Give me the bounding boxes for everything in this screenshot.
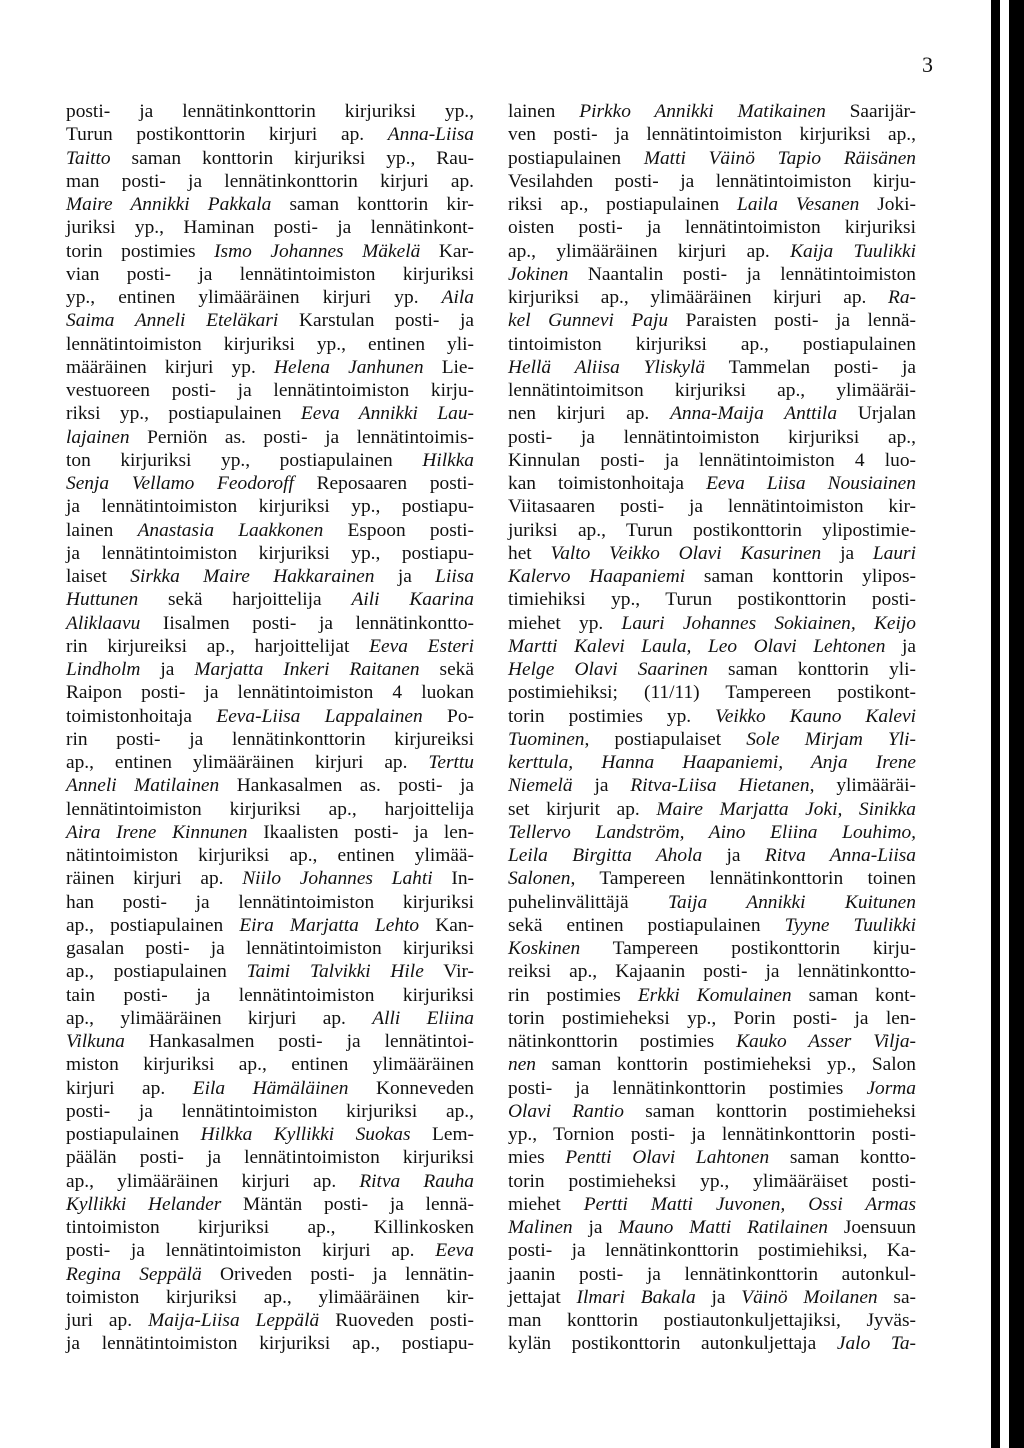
text-line: postimiehiksi; (11/11) Tampereen postikont- — [508, 682, 916, 704]
text-line: ap., ylimääräinen kirjuri ap. Alli Eliina — [66, 1007, 474, 1029]
text-line: Anneli Matilainen Hankasalmen as. posti- ja — [66, 775, 474, 797]
text-line: set kirjurit ap. Maire Marjatta Joki, Sinikka — [508, 798, 916, 820]
text-line: lennätintoimiston kirjuriksi yp., entinen yli- — [66, 333, 474, 355]
text-line: gasalan posti- ja lennätintoimiston kirjuriksi — [66, 938, 474, 959]
text-line: vestuoreen posti- ja lennätintoimiston kirju- — [66, 380, 474, 401]
text-line: juriksi ap., Turun postikonttorin ylipostimie- — [508, 519, 916, 541]
text-line: juriksi yp., Haminan posti- ja lennätinkont- — [66, 217, 474, 239]
text-line: Turun postikonttorin kirjuri ap. Anna-Liisa — [66, 124, 474, 146]
text-line: miehet Pertti Matti Juvonen, Ossi Armas — [508, 1193, 916, 1215]
text-line: Hellä Aliisa Yliskylä Tammelan posti- ja — [508, 356, 916, 378]
text-line: man posti- ja lennätinkonttorin kirjuri ap. — [66, 170, 474, 192]
text-line: kel Gunnevi Paju Paraisten posti- ja lennä- — [508, 310, 916, 332]
text-line: torin postimies yp. Veikko Kauno Kalevi — [508, 705, 916, 727]
text-line: nen kirjuri ap. Anna-Maija Anttila Urjalan — [508, 403, 916, 425]
left-column — [66, 100, 474, 1356]
text-line: kan toimistonhoitaja Eeva Liisa Nousiainen — [508, 473, 916, 494]
text-line: ap., ylimääräinen kirjuri ap. Ritva Rauha — [66, 1170, 474, 1192]
text-line: lennätintoimiston kirjuriksi ap., harjoittelija — [66, 798, 474, 820]
text-line: ap., postiapulainen Eira Marjatta Lehto Kan- — [66, 914, 474, 936]
text-line: rin kirjureiksi ap., harjoittelijat Eeva Esteri — [66, 635, 474, 657]
text-line: Tellervo Landström, Aino Eliina Louhimo, — [508, 821, 916, 843]
text-line: miston kirjuriksi ap., entinen ylimääräinen — [66, 1054, 474, 1076]
text-line: sekä entinen postiapulainen Tyyne Tuulikki — [508, 914, 916, 936]
text-line: kirjuriksi ap., ylimääräinen kirjuri ap. Ra- — [508, 287, 916, 308]
text-line: jaanin posti- ja lennätinkonttorin autonkul- — [508, 1263, 916, 1285]
text-line: Vesilahden posti- ja lennätintoimiston kirju- — [508, 170, 916, 192]
text-line: Taitto saman konttorin kirjuriksi yp., Rau- — [66, 147, 474, 169]
text-line: torin postimieheksi yp., Porin posti- ja len- — [508, 1007, 916, 1029]
text-line: kerttula, Hanna Haapaniemi, Anja Irene — [508, 752, 916, 773]
text-line: posti- ja lennätinkonttorin kirjuriksi yp., — [66, 101, 474, 122]
text-line: Lindholm ja Marjatta Inkeri Raitanen sekä — [66, 659, 474, 680]
text-line: rin posti- ja lennätinkonttorin kirjureiksi — [66, 728, 474, 750]
text-line: Maire Annikki Pakkala saman konttorin kir- — [66, 194, 474, 215]
text-line: kirjuri ap. Eila Hämäläinen Konneveden — [66, 1077, 474, 1099]
text-line: päälän posti- ja lennätintoimiston kirjuriksi — [66, 1147, 474, 1169]
text-line: yp., Tornion posti- ja lennätinkonttorin posti- — [508, 1124, 916, 1145]
text-line: Koskinen Tampereen postikonttorin kirju- — [508, 938, 916, 959]
text-line: posti- ja lennätintoimiston kirjuriksi ap., — [66, 1100, 474, 1122]
scan-border — [1009, 0, 1024, 1448]
text-line: Aira Irene Kinnunen Ikaalisten posti- ja len- — [66, 821, 474, 843]
text-line: ap., entinen ylimääräinen kirjuri ap. Terttu — [66, 752, 474, 773]
text-line: Jokinen Naantalin posti- ja lennätintoimiston — [508, 263, 916, 285]
text-line: Huttunen sekä harjoittelija Aili Kaarina — [66, 589, 474, 611]
text-line: määräinen kirjuri yp. Helena Janhunen Lie- — [66, 356, 474, 378]
text-line: Saima Anneli Eteläkari Karstulan posti- ja — [66, 310, 474, 332]
text-line: torin postimies Ismo Johannes Mäkelä Kar- — [66, 240, 475, 262]
page-number: 3 — [922, 52, 933, 77]
text-line: lainen Anastasia Laakkonen Espoon posti- — [66, 519, 474, 541]
text-line: yp., entinen ylimääräinen kirjuri yp. Aila — [66, 287, 474, 308]
text-line: juri ap. Maija-Liisa Leppälä Ruoveden posti- — [66, 1310, 474, 1331]
text-line: nätintoimiston kirjuriksi ap., entinen ylimää- — [66, 845, 474, 866]
text-line: Raipon posti- ja lennätintoimiston 4 luokan — [66, 682, 474, 704]
text-line: man konttorin postiautonkuljettajiksi, Jyväs- — [508, 1310, 916, 1331]
text-line: posti- ja lennätintoimiston kirjuriksi ap., — [508, 426, 916, 448]
text-line: timiehiksi yp., Turun postikonttorin posti- — [508, 589, 916, 611]
text-line: postiapulainen Hilkka Kyllikki Suokas Lem- — [66, 1124, 475, 1145]
text-line: het Valto Veikko Olavi Kasurinen ja Lauri — [508, 542, 916, 564]
text-line: Vilkuna Hankasalmen posti- ja lennätintoi- — [66, 1031, 474, 1052]
text-line: Martti Kalevi Laula, Leo Olavi Lehtonen ja — [508, 635, 916, 657]
text-line: ja lennätintoimiston kirjuriksi ap., postiapu- — [66, 1333, 474, 1355]
text-line: Kinnulan posti- ja lennätintoimiston 4 luo- — [508, 449, 916, 471]
text-line: kylän postikonttorin autonkuljettaja Jalo Ta- — [508, 1333, 916, 1355]
text-line: oisten posti- ja lennätintoimiston kirjuriksi — [508, 217, 916, 239]
text-line: toimistonhoitaja Eeva-Liisa Lappalainen Po- — [66, 705, 474, 727]
text-line: riksi yp., postiapulainen Eeva Annikki Lau- — [66, 403, 474, 425]
text-line: vian posti- ja lennätintoimiston kirjuriksi — [66, 263, 474, 285]
text-line: ven posti- ja lennätintoimiston kirjuriksi ap., — [508, 124, 916, 146]
text-line: Malinen ja Mauno Matti Ratilainen Joensuun — [508, 1217, 916, 1238]
text-line: Niemelä ja Ritva-Liisa Hietanen, ylimääräi- — [508, 775, 916, 797]
text-line: nätinkonttorin postimies Kauko Asser Vilja- — [508, 1031, 916, 1052]
text-line: miehet yp. Lauri Johannes Sokiainen, Keijo — [508, 612, 916, 634]
text-line: laiset Sirkka Maire Hakkarainen ja Liisa — [66, 566, 474, 587]
text-line: ja lennätintoimiston kirjuriksi yp., postiapu- — [66, 496, 474, 518]
text-line: postiapulainen Matti Väinö Tapio Räisänen — [508, 147, 917, 169]
text-line: Kyllikki Helander Mäntän posti- ja lennä- — [66, 1193, 474, 1215]
scan-edge-bar — [991, 0, 1000, 1448]
text-line: posti- ja lennätintoimiston kirjuri ap. Eeva — [66, 1240, 474, 1262]
text-line: ap., postiapulainen Taimi Talvikki Hile Vir- — [66, 961, 474, 983]
text-line: jettajat Ilmari Bakala ja Väinö Moilanen sa- — [508, 1286, 917, 1308]
text-line: Kalervo Haapaniemi saman konttorin ylipos- — [508, 566, 916, 587]
right-column — [508, 100, 916, 1356]
text-line: lennätintoimitson kirjuriksi ap., ylimääräi- — [508, 380, 916, 401]
text-line: mies Pentti Olavi Lahtonen saman kontto- — [508, 1147, 917, 1169]
text-line: Leila Birgitta Ahola ja Ritva Anna-Liisa — [508, 845, 916, 866]
text-line: puhelinvälittäjä Taija Annikki Kuitunen — [508, 891, 916, 913]
text-line: rin postimies Erkki Komulainen saman kont- — [508, 984, 917, 1006]
text-line: tintoimiston kirjuriksi ap., Killinkosken — [66, 1217, 474, 1238]
text-line: han posti- ja lennätintoimiston kirjuriksi — [66, 891, 474, 913]
text-line: Aliklaavu Iisalmen posti- ja lennätinkontto- — [66, 612, 474, 634]
text-line: posti- ja lennätinkonttorin postimiehiksi, Ka- — [508, 1240, 916, 1262]
text-line: tain posti- ja lennätintoimiston kirjuriksi — [66, 984, 474, 1006]
text-line: räinen kirjuri ap. Niilo Johannes Lahti In- — [66, 868, 474, 890]
text-line: nen saman konttorin postimieheksi yp., Salon — [508, 1054, 916, 1076]
text-line: Salonen, Tampereen lennätinkonttorin toinen — [508, 868, 916, 890]
text-line: toimiston kirjuriksi ap., ylimääräinen kir- — [66, 1286, 474, 1308]
text-line: tintoimiston kirjuriksi ap., postiapulainen — [508, 333, 916, 355]
text-line: lainen Pirkko Annikki Matikainen Saarijär- — [508, 101, 916, 122]
text-line: Senja Vellamo Feodoroff Reposaaren posti- — [66, 473, 474, 494]
text-line: Regina Seppälä Oriveden posti- ja lennätin- — [66, 1263, 474, 1285]
text-line: Tuominen, postiapulaiset Sole Mirjam Yli- — [508, 728, 916, 750]
text-line: ton kirjuriksi yp., postiapulainen Hilkka — [66, 449, 474, 471]
text-line: ja lennätintoimiston kirjuriksi yp., postiapu- — [66, 542, 474, 564]
text-line: ap., ylimääräinen kirjuri ap. Kaija Tuulikki — [508, 240, 916, 262]
text-line: riksi ap., postiapulainen Laila Vesanen Joki- — [508, 194, 916, 215]
text-line: posti- ja lennätinkonttorin postimies Jorma — [508, 1077, 916, 1099]
text-line: torin postimieheksi yp., ylimääräiset posti- — [508, 1170, 916, 1192]
text-line: Olavi Rantio saman konttorin postimieheksi — [508, 1100, 916, 1122]
text-line: lajainen Perniön as. posti- ja lennätintoimis- — [66, 426, 474, 448]
text-line: Viitasaaren posti- ja lennätintoimiston kir- — [508, 496, 916, 518]
text-line: Helge Olavi Saarinen saman konttorin yli- — [508, 659, 916, 680]
text-line: reiksi ap., Kajaanin posti- ja lennätinkontto- — [508, 961, 916, 983]
